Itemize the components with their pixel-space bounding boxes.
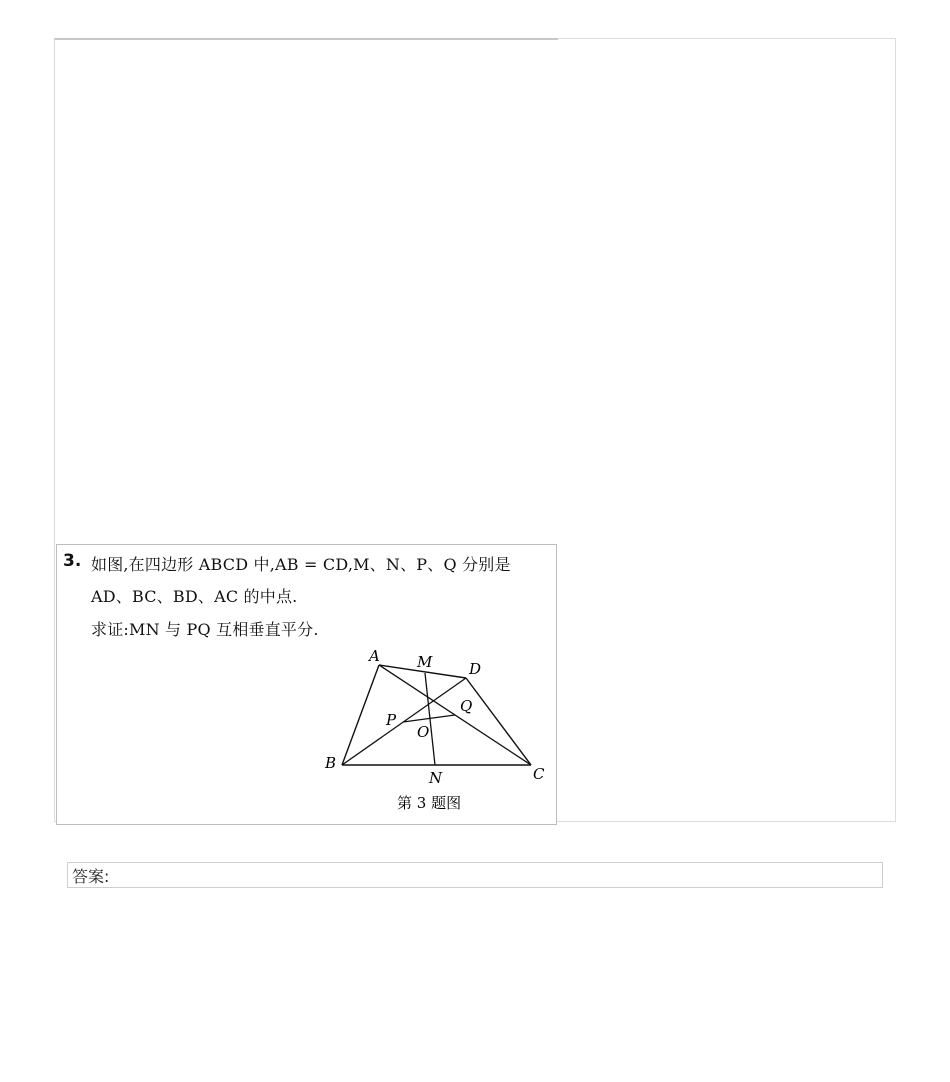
label-b: B — [325, 754, 337, 772]
label-n: N — [429, 769, 443, 787]
question-number: 3. — [63, 551, 82, 571]
answer-label: 答案: — [72, 867, 110, 886]
label-q: Q — [460, 697, 473, 715]
side-cd — [466, 678, 531, 765]
problem-prove-line: 求证:MN 与 PQ 互相垂直平分. — [91, 620, 319, 639]
problem-card — [56, 544, 557, 825]
label-d: D — [469, 660, 482, 678]
label-p: P — [386, 711, 397, 729]
label-o: O — [417, 723, 430, 741]
problem-statement-line-2: AD、BC、BD、AC 的中点. — [91, 587, 298, 606]
label-a: A — [369, 647, 380, 665]
label-m: M — [417, 653, 433, 671]
label-c: C — [533, 765, 545, 783]
figure-caption: 第 3 题图 — [397, 794, 462, 812]
problem-statement-line-1: 如图,在四边形 ABCD 中,AB = CD,M、N、P、Q 分别是 — [91, 555, 511, 574]
side-ab — [342, 665, 379, 765]
geometry-figure — [319, 645, 549, 820]
answer-box — [67, 862, 883, 888]
blank-content-area — [54, 38, 558, 544]
